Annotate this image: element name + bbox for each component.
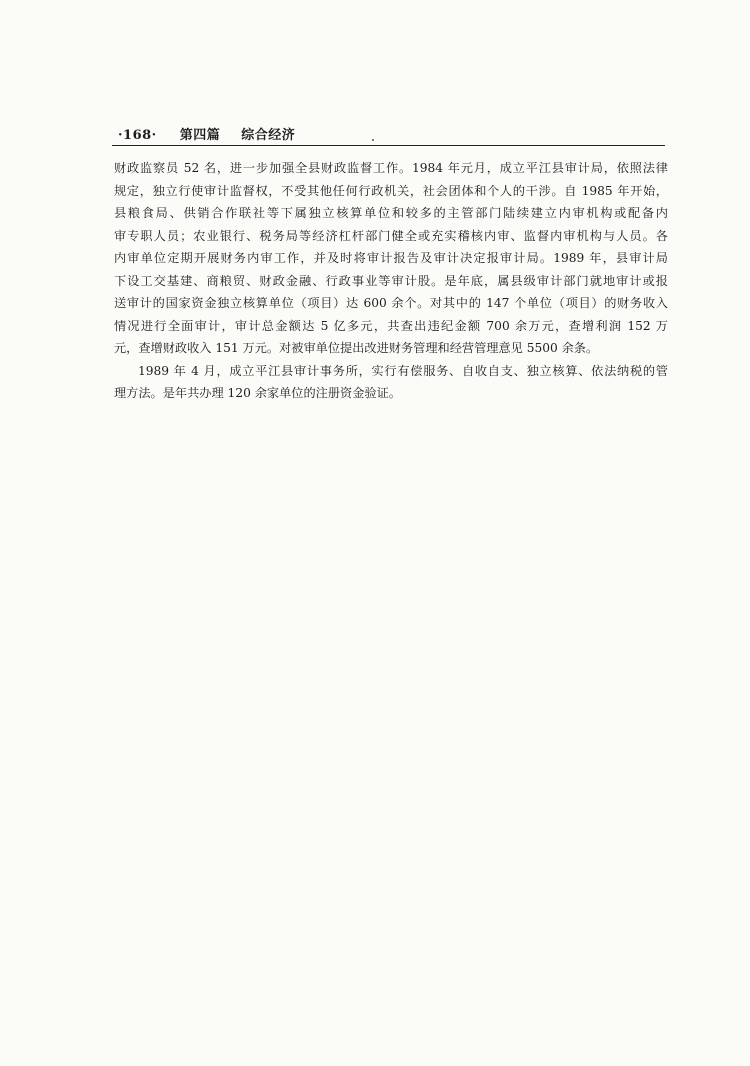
section-title: 综合经济 (241, 128, 296, 143)
part-title: 第四篇 (179, 128, 221, 143)
header-rule (112, 145, 665, 146)
running-header (118, 124, 295, 143)
paragraph-1-line-7: 送审计的国家资金独立核算单位（项目）达 600 余个。对其中的 147 个单位（项目）的财务收入 (114, 296, 668, 310)
paragraph-1-line-3: 县粮食局、供销合作联社等下属独立核算单位和较多的主管部门陆续建立内审机构或配备内 (114, 206, 668, 220)
paragraph-2-line-2: 理方法。是年共办理 120 余家单位的注册资金验证。 (114, 386, 401, 400)
paragraph-1-line-6: 下设工交基建、商粮贸、财政金融、行政事业等审计股。是年底，属县级审计部门就地审计或报 (114, 273, 668, 288)
paragraph-1-line-1: 财政监察员 52 名，进一步加强全县财政监督工作。1984 年元月，成立平江县审计局，依照法律 (114, 161, 668, 175)
paragraph-1-line-8: 情况进行全面审计，审计总金额达 5 亿多元，共查出违纪金额 700 余万元，查增利润 152 万 (114, 318, 668, 333)
paragraph-2-line-1: 1989 年 4 月，成立平江县审计事务所，实行有偿服务、自收自支、独立核算、依法纳税的管 (138, 363, 668, 378)
paragraph-1-line-4: 审专职人员；农业银行、税务局等经济杠杆部门健全或充实稽核内审、监督内审机构与人员。各 (114, 228, 668, 243)
body-text (114, 157, 668, 405)
page-number: ·168· (118, 128, 157, 143)
paragraph-1-line-9: 元，查增财政收入 151 万元。对被审单位提出改进财务管理和经营管理意见 5500 余条。 (114, 341, 599, 355)
scan-speck (372, 139, 374, 141)
paragraph-1-line-5: 内审单位定期开展财务内审工作，并及时将审计报告及审计决定报审计局。1989 年，县审计局 (114, 251, 668, 265)
paragraph-1-line-2: 规定，独立行使审计监督权，不受其他任何行政机关，社会团体和个人的干涉。自 1985 年开始， (114, 183, 668, 198)
